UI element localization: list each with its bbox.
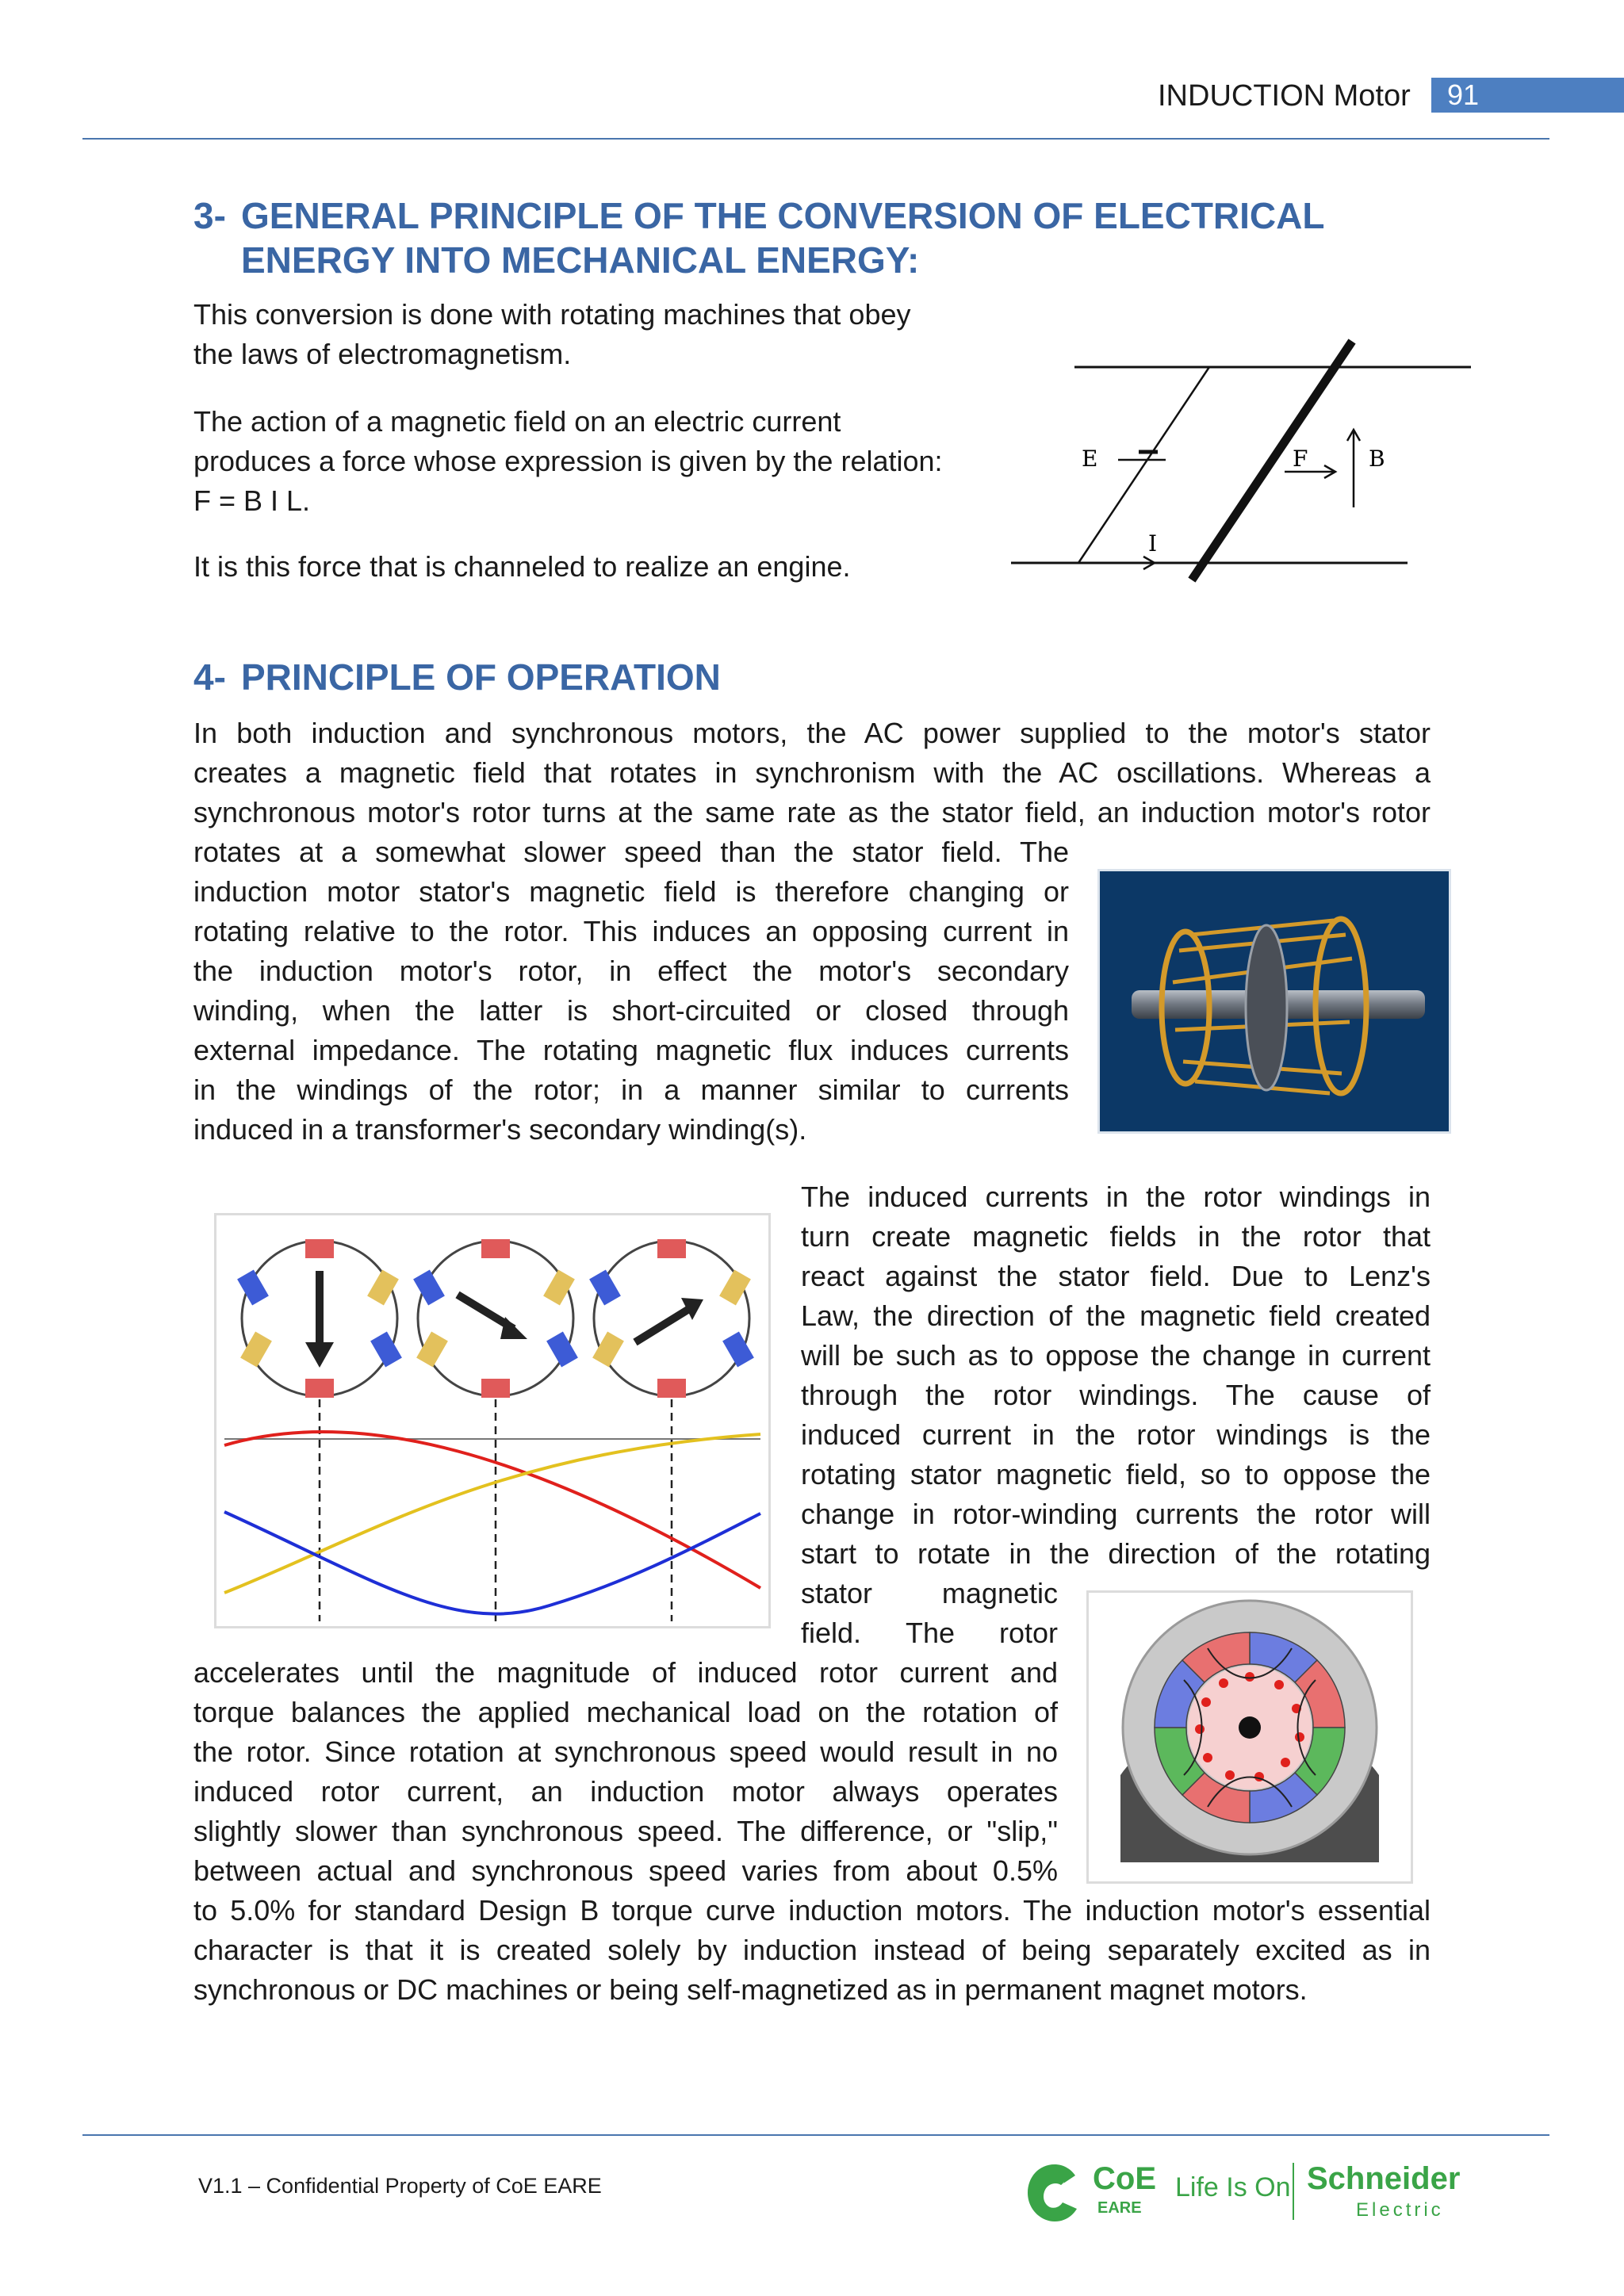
section-4-field-line: field. The rotor [801, 1617, 1058, 1649]
section-4-paragraph-1-narrow: rotates at a somewhat slower speed than the stator field. The induction motor stator's magnetic field is therefore changing or rotating relative to the rotor. This induces an opposing current in the induction motor's rotor, in effect the motor's secondary winding, when the latter is short-circuited or closed through external impedance. The rotating magnetic flux induces currents in the windings of the rotor; in a manner similar to currents induced in a transformer's secondary winding(s). [193, 836, 1069, 1146]
header-title: INDUCTION Motor [1158, 79, 1411, 113]
header-rule [82, 138, 1549, 140]
section-4-stator-line: stator magnetic [801, 1577, 1058, 1609]
phase-red-curve [224, 1432, 760, 1588]
section-3-paragraph-1: This conversion is done with rotating machines that obey the laws of electromagnetism. [193, 298, 911, 370]
logo-separator [1293, 2163, 1294, 2220]
electric-wordmark: Electric [1356, 2199, 1444, 2221]
label-i: I [1148, 530, 1158, 557]
motor-cross-section-image [1086, 1590, 1413, 1884]
squirrel-cage-illustration [1100, 871, 1449, 1131]
life-is-on-tagline: Life Is On [1175, 2172, 1291, 2202]
section-4-paragraph-2-left: accelerates until the magnitude of induced rotor current and torque balances the applied mechanical load on the rotation of the rotor. Since rotation at synchronous speed would result in no induced rotor current, an induction motor always operates slightly slower than synchronous speed. The difference, or "slip," between actual and synchronous speed varies from about 0.5% [193, 1656, 1058, 1887]
section-3-number: 3- [193, 195, 226, 236]
rotating-field-illustration [216, 1215, 768, 1626]
section-4-title: PRINCIPLE OF OPERATION [241, 656, 721, 698]
rotor-laminations [1246, 925, 1287, 1090]
section-3-paragraph-3: It is this force that is channeled to realize an engine. [193, 550, 851, 583]
moving-conductor [1194, 345, 1350, 576]
section-3-title: GENERAL PRINCIPLE OF THE CONVERSION OF ELECTRICAL ENERGY INTO MECHANICAL ENERGY: [241, 195, 1325, 281]
section-3-heading [193, 193, 1589, 285]
footer-text: V1.1 – Confidential Property of CoE EARE [198, 2174, 602, 2198]
squirrel-cage-rotor-image [1097, 869, 1451, 1134]
phase-blue-curve [224, 1512, 760, 1614]
section-3-paragraph-2: The action of a magnetic field on an electric current produces a force whose expression is given by the relation: F = B I L. [193, 405, 943, 517]
section-4-paragraph-1-full: In both induction and synchronous motors, the AC power supplied to the motor's stator creates a magnetic field that rotates in synchronism with the AC oscillations. Whereas a synchronous motor's rotor turns at the same rate as the stator field, an induction motor's rotor [193, 717, 1431, 828]
motor-shaft [1239, 1716, 1261, 1739]
footer-rule [82, 2134, 1549, 2136]
schneider-wordmark: Schneider [1307, 2161, 1461, 2196]
stator-circle-1 [237, 1239, 402, 1398]
stator-circle-3 [589, 1239, 754, 1398]
section-4-paragraph-2-right: The induced currents in the rotor windings in turn create magnetic fields in the rotor that react against the stator field. Due to Lenz's Law, the direction of the magnetic field created will be such as to oppose the change in current through the rotor windings. The cause of induced current in the rotor windings is the rotating stator magnetic field, so to oppose the change in rotor-winding currents the rotor will start to rotate in the direction of the rotating [801, 1181, 1431, 1570]
force-diagram [1007, 333, 1483, 587]
source-wire [1078, 367, 1209, 563]
stator-circle-2 [413, 1239, 578, 1398]
section-4-paragraph-2-full: to 5.0% for standard Design B torque curve induction motors. The induction motor's essential character is that it is created solely by induction instead of being separately excited as in synchronous or DC machines or being self-magnetized as in permanent magnet motors. [193, 1894, 1431, 2006]
section-4-heading [193, 655, 1589, 699]
coe-logo-icon [1023, 2161, 1086, 2225]
label-e: E [1082, 446, 1098, 472]
eare-wordmark: EARE [1097, 2199, 1142, 2217]
coe-wordmark: CoE [1093, 2161, 1156, 2196]
label-f: F [1293, 446, 1308, 472]
section-4-number: 4- [193, 656, 226, 698]
motor-cross-section-illustration [1089, 1593, 1411, 1881]
label-b: B [1369, 446, 1385, 472]
rotating-field-waveform-figure [214, 1213, 771, 1628]
phase-yellow-curve [224, 1434, 760, 1593]
page-number: 91 [1431, 78, 1624, 113]
